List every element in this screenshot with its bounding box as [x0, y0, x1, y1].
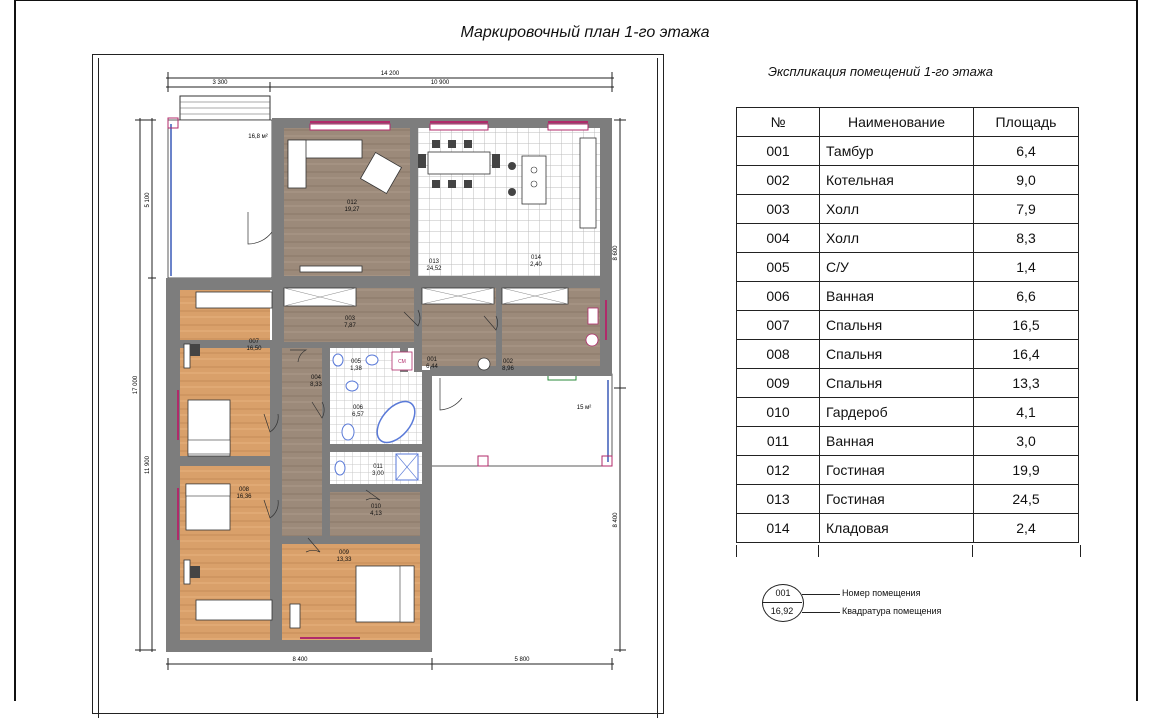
table-row	[737, 369, 1079, 398]
cell-area: 3,0	[974, 427, 1079, 456]
room-area-005: 1,38	[350, 366, 362, 372]
room-no-004: 004	[310, 375, 322, 381]
cell-area: 4,1	[974, 398, 1079, 427]
cell-name: С/У	[820, 253, 974, 282]
dim-left-upper: 5 100	[145, 192, 151, 208]
cell-name: Гостиная	[820, 456, 974, 485]
cell-name: Ванная	[820, 427, 974, 456]
room-area-011: 3,00	[372, 471, 384, 477]
table-row	[737, 166, 1079, 195]
dim-bottom-right: 5 800	[514, 657, 530, 663]
table-row	[737, 427, 1079, 456]
cell-number: 006	[737, 282, 820, 311]
table-row	[737, 398, 1079, 427]
cell-name: Тамбур	[820, 137, 974, 166]
header-number: №	[737, 108, 820, 137]
legend-sample-number: 001	[775, 588, 791, 598]
cell-number: 007	[737, 311, 820, 340]
room-no-010: 010	[370, 504, 382, 510]
room-area-001: 6,44	[426, 364, 438, 370]
cell-number: 001	[737, 137, 820, 166]
room-no-003: 003	[344, 316, 356, 322]
cell-name: Спальня	[820, 369, 974, 398]
room-area-008: 16,36	[236, 494, 252, 500]
dim-left-total: 17 000	[133, 375, 139, 395]
room-area-003: 7,87	[344, 323, 356, 329]
table-row	[737, 253, 1079, 282]
explication-body	[737, 137, 1079, 543]
dim-top-left: 3 300	[212, 80, 228, 86]
cell-area: 16,4	[974, 340, 1079, 369]
cell-number: 012	[737, 456, 820, 485]
cell-name: Ванная	[820, 282, 974, 311]
legend-leader-1	[802, 594, 840, 595]
page-title: Маркировочный план 1-го этажа	[460, 24, 710, 41]
cell-area: 8,3	[974, 224, 1079, 253]
cell-number: 013	[737, 485, 820, 514]
room-no-013: 013	[428, 259, 440, 265]
legend-area-desc: Квадратура помещения	[842, 606, 942, 616]
room-no-005: 005	[350, 359, 362, 365]
table-row	[737, 224, 1079, 253]
legend-number-desc: Номер помещения	[842, 588, 921, 598]
terrace-right	[430, 372, 612, 466]
cell-area: 6,4	[974, 137, 1079, 166]
room-area-009: 13,33	[336, 557, 352, 563]
cell-area: 16,5	[974, 311, 1079, 340]
room-no-007: 007	[248, 339, 260, 345]
cell-name: Котельная	[820, 166, 974, 195]
room-area-012: 19,27	[344, 207, 360, 213]
room-no-011: 011	[373, 464, 383, 470]
dim-right-upper: 8 600	[613, 245, 619, 261]
header-area: Площадь	[974, 108, 1079, 137]
dim-top-total: 14 200	[380, 71, 400, 77]
cell-number: 014	[737, 514, 820, 543]
dim-top-right: 10 900	[430, 80, 450, 86]
dim-bottom-left: 8 400	[292, 657, 308, 663]
cell-number: 004	[737, 224, 820, 253]
cell-number: 005	[737, 253, 820, 282]
table-row	[737, 340, 1079, 369]
table-row	[737, 137, 1079, 166]
room-no-008: 008	[238, 487, 250, 493]
room-area-006: 6,57	[352, 412, 364, 418]
cell-number: 008	[737, 340, 820, 369]
washing-machine-label: СМ	[398, 359, 406, 365]
table-cutoff	[736, 545, 1081, 557]
room-area-004: 8,33	[310, 382, 322, 388]
room-area-013: 24,52	[426, 266, 442, 272]
room-no-012: 012	[346, 200, 358, 206]
cell-area: 24,5	[974, 485, 1079, 514]
room-area-007: 16,50	[246, 346, 262, 352]
cell-name: Холл	[820, 195, 974, 224]
legend	[760, 582, 1010, 622]
cell-number: 011	[737, 427, 820, 456]
cell-number: 009	[737, 369, 820, 398]
cell-area: 19,9	[974, 456, 1079, 485]
explication-table	[736, 107, 1079, 543]
table-row	[737, 485, 1079, 514]
room-no-002: 002	[502, 359, 514, 365]
cell-name: Холл	[820, 224, 974, 253]
dim-right-lower: 8 400	[613, 512, 619, 528]
legend-marker-divider	[762, 602, 802, 603]
cell-name: Спальня	[820, 340, 974, 369]
room-area-014: 2,40	[530, 262, 542, 268]
room-no-009: 009	[338, 550, 350, 556]
explication-title: Экспликация помещений 1-го этажа	[768, 64, 994, 79]
cell-area: 9,0	[974, 166, 1079, 195]
table-row	[737, 282, 1079, 311]
cell-area: 7,9	[974, 195, 1079, 224]
table-row	[737, 195, 1079, 224]
cell-name: Гостиная	[820, 485, 974, 514]
table-header-row	[737, 108, 1079, 137]
cell-name: Спальня	[820, 311, 974, 340]
legend-sample-area: 16,92	[770, 606, 794, 616]
cell-number: 002	[737, 166, 820, 195]
table-row	[737, 311, 1079, 340]
room-no-001: 001	[426, 357, 438, 363]
cell-area: 6,6	[974, 282, 1079, 311]
cell-area: 1,4	[974, 253, 1079, 282]
cell-area: 2,4	[974, 514, 1079, 543]
room-014-floor	[526, 246, 600, 276]
table-row	[737, 514, 1079, 543]
room-no-014: 014	[530, 255, 542, 261]
dim-left-lower: 11 900	[145, 456, 151, 474]
room-area-010: 4,13	[370, 511, 382, 517]
room-no-006: 006	[352, 405, 364, 411]
legend-leader-2	[802, 612, 840, 613]
header-name: Наименование	[820, 108, 974, 137]
table-row	[737, 456, 1079, 485]
room-area-002: 8,96	[502, 366, 514, 372]
cell-number: 003	[737, 195, 820, 224]
cell-number: 010	[737, 398, 820, 427]
cell-area: 13,3	[974, 369, 1079, 398]
cell-name: Гардероб	[820, 398, 974, 427]
cell-name: Кладовая	[820, 514, 974, 543]
terrace-top	[168, 96, 272, 278]
terrace-top-area: 16,8 м²	[248, 134, 268, 140]
terrace-right-area: 15 м²	[576, 405, 592, 411]
